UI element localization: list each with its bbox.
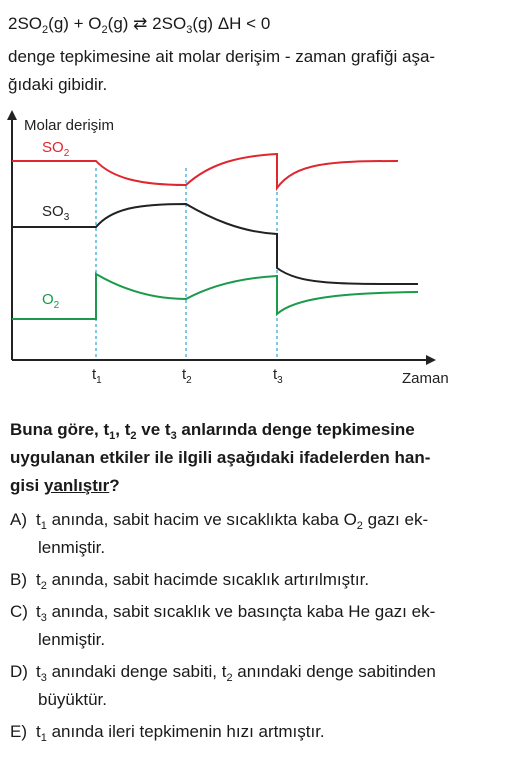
option-c[interactable]: C) $t_3$ anında, sabit sıcaklık ve basınçta kaba He gazı ek-	[10, 602, 436, 624]
series-so3-line	[12, 204, 418, 284]
option-d[interactable]: D) $t_3$ anındaki denge sabiti, $t_2$ anındaki denge sabitinden	[10, 662, 436, 684]
option-d-continuation: büyüktür.	[38, 690, 107, 709]
question-line-2: uygulanan etkiler ile ilgili aşağıdaki ifadelerden han-	[10, 448, 431, 467]
concentration-time-chart	[0, 108, 518, 398]
y-axis-arrow-icon	[7, 110, 17, 120]
reaction-equation: $2SO_2(g) + O_2(g)$ ⇄ $2SO_3(g) \Delta H < 0$	[8, 14, 271, 36]
description-line-2: ğıdaki gibidir.	[8, 75, 108, 94]
tick-t2: $t_2$	[182, 366, 192, 386]
series-so2-label: $SO_2$	[42, 139, 70, 159]
series-so3-label: $SO_3$	[42, 203, 70, 223]
series-o2-label: $O_2$	[42, 291, 60, 311]
option-b[interactable]: B) $t_2$ anında, sabit hacimde sıcaklık artırılmıştır.	[10, 570, 370, 592]
option-e[interactable]: E) $t_1$ anında ileri tepkimenin hızı artmıştır.	[10, 722, 325, 744]
equilibrium-arrows-icon: ⇄	[133, 14, 148, 33]
option-c-continuation: lenmiştir.	[38, 630, 106, 649]
question-line-3: gisi yanlıştır?	[10, 476, 120, 495]
tick-t1: $t_1$	[92, 366, 102, 386]
option-a-continuation: lenmiştir.	[38, 538, 106, 557]
x-axis-arrow-icon	[426, 355, 436, 365]
description-line-1: denge tepkimesine ait molar derişim - zaman grafiği aşa-	[8, 47, 436, 66]
option-a[interactable]: A) $t_1$ anında, sabit hacim ve sıcaklıkta kaba $O_2$ gazı ek-	[10, 510, 429, 532]
question-line-1: Buna göre, $t_1$, $t_2$ ve $t_3$ anlarında denge tepkimesine	[10, 420, 415, 442]
tick-t3: $t_3$	[273, 366, 283, 386]
y-axis-label: Molar derişim	[24, 117, 115, 134]
x-axis-label: Zaman	[402, 370, 449, 387]
series-so2-line	[12, 154, 398, 188]
series-o2-line	[12, 274, 418, 319]
